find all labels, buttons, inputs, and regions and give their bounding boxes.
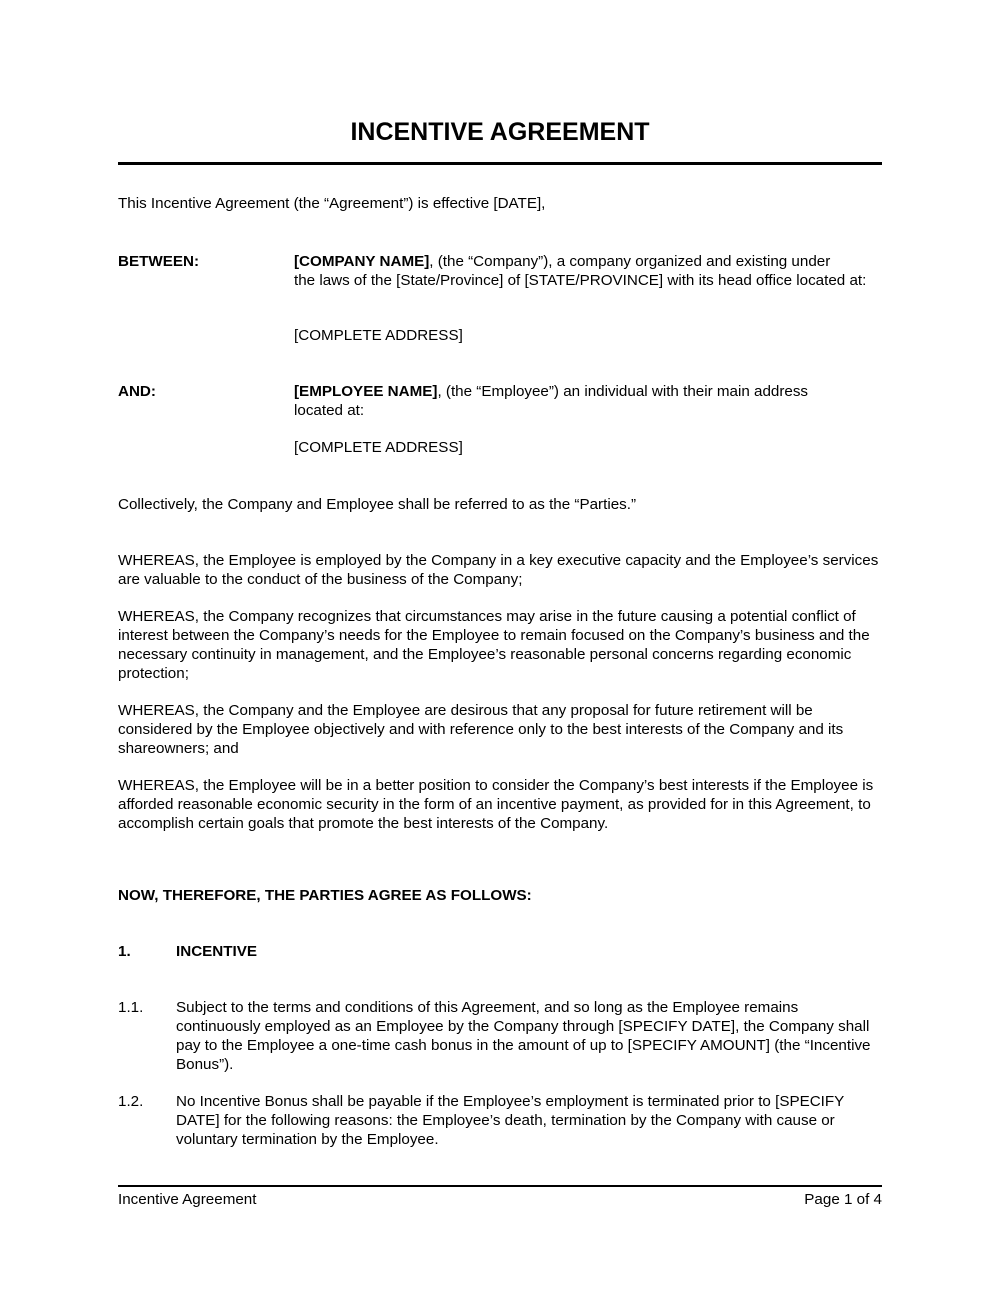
intro-paragraph: This Incentive Agreement (the “Agreement”) is effective [DATE], [118, 195, 546, 212]
section-number: 1. [118, 943, 131, 960]
company-description-rest: the laws of the [State/Province] of [STATE/PROVINCE] with its head office located at: [294, 272, 867, 289]
clause-number: 1.2. [118, 1093, 144, 1110]
and-label: AND: [118, 383, 156, 400]
between-label: BETWEEN: [118, 253, 199, 270]
and-party-description [294, 382, 882, 420]
title-divider [118, 162, 882, 165]
document-title: INCENTIVE AGREEMENT [350, 118, 650, 146]
clause-text: Subject to the terms and conditions of this Agreement, and so long as the Employee remains continuously employed as an Employee by the Company through [SPECIFY DATE], the Company shall pay to the Employee a one-time cash bonus in the amount of up to [SPECIFY AMOUNT] (the “Incentive Bonus”). [176, 999, 871, 1073]
employee-description-line1: , (the “Employee”) an individual with their main address [437, 383, 809, 400]
employee-description-rest: located at: [294, 402, 365, 419]
employee-address: [COMPLETE ADDRESS] [294, 439, 463, 456]
whereas-clause: WHEREAS, the Company recognizes that circumstances may arise in the future causing a potential conflict of interest between the Company’s needs for the Employee to remain focused on the Company’s business and the necessary continuity in management, and the Employee’s reasonable personal concerns regarding economic protection; [118, 608, 870, 682]
footer-divider [118, 1185, 882, 1187]
whereas-clause: WHEREAS, the Company and the Employee are desirous that any proposal for future retirement will be considered by the Employee objectively and with reference only to the best interests of the Company and its shareowners; and [118, 702, 844, 757]
now-therefore-heading: NOW, THEREFORE, THE PARTIES AGREE AS FOLLOWS: [118, 887, 532, 904]
collectively-paragraph: Collectively, the Company and Employee shall be referred to as the “Parties.” [118, 496, 637, 513]
footer-page-number: Page 1 of 4 [804, 1191, 882, 1208]
whereas-clause: WHEREAS, the Employee is employed by the Company in a key executive capacity and the Employee’s services are valuable to the conduct of the business of the Company; [118, 552, 879, 588]
section-heading: INCENTIVE [176, 943, 258, 960]
clause-text: No Incentive Bonus shall be payable if the Employee’s employment is terminated prior to [SPECIFY DATE] for the following reasons: the Employee’s death, termination by the Company with cause or voluntary termination by the Employee. [176, 1093, 845, 1148]
between-party-description [294, 252, 882, 290]
footer-document-name: Incentive Agreement [118, 1191, 257, 1208]
employee-name-placeholder: [EMPLOYEE NAME] [294, 383, 438, 400]
clause-number: 1.1. [118, 999, 144, 1016]
company-name-placeholder: [COMPANY NAME] [294, 253, 430, 270]
whereas-clause: WHEREAS, the Employee will be in a better position to consider the Company’s best interests if the Employee is afforded reasonable economic security in the form of an incentive payment, as provided for in this Agreement, to accomplish certain goals that promote the best interests of the Company. [118, 777, 874, 832]
company-description-line1: , (the “Company”), a company organized and existing under [429, 253, 831, 270]
company-address: [COMPLETE ADDRESS] [294, 327, 463, 344]
